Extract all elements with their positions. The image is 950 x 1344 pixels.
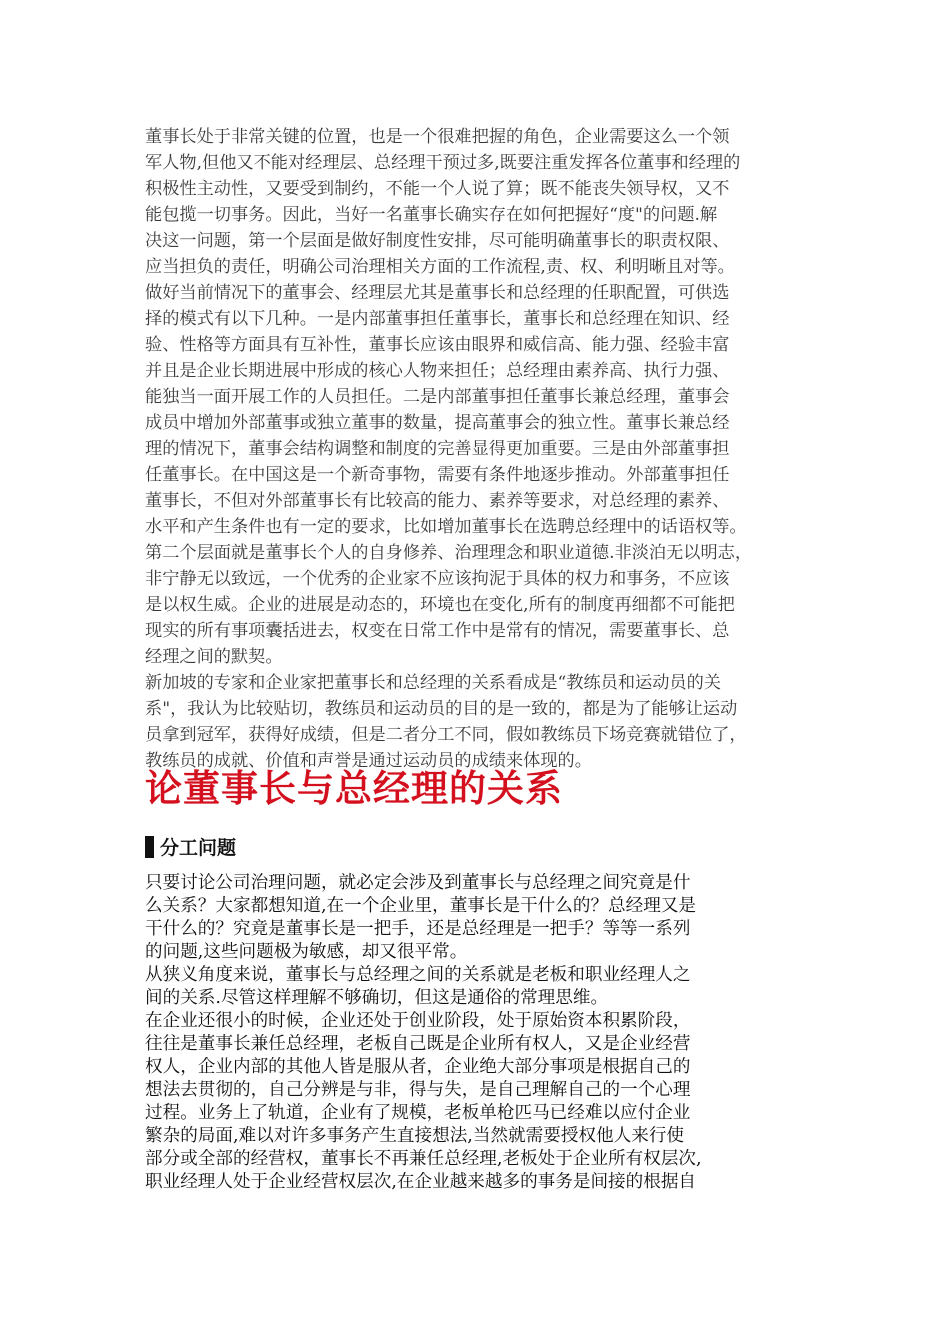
text-line: 想法去贯彻的，自己分辨是与非，得与失，是自己理解自己的一个心理 — [145, 1080, 691, 1100]
text-line: 任董事长。在中国这是一个新奇事物，需要有条件地逐步推动。外部董事担任 — [145, 465, 730, 485]
text-line: 从狭义角度来说，董事长与总经理之间的关系就是老板和职业经理人之 — [145, 965, 691, 985]
text-line: 系"，我认为比较贴切，教练员和运动员的目的是一致的，都是为了能够让运动 — [145, 699, 738, 719]
intro-paragraphs — [145, 124, 825, 774]
text-line: 经理之间的默契。 — [145, 647, 283, 667]
text-line: 能包揽一切事务。因此，当好一名董事长确实存在如何把握好“度"的问题.解 — [145, 205, 718, 225]
text-line: 只要讨论公司治理问题，就必定会涉及到董事长与总经理之间究竟是什 — [145, 873, 691, 893]
text-line: 第二个层面就是董事长个人的自身修养、治理理念和职业道德.非淡泊无以明志， — [145, 543, 753, 563]
text-line: 积极性主动性，又要受到制约，不能一个人说了算；既不能丧失领导权，又不 — [145, 179, 730, 199]
text-line: 员拿到冠军，获得好成绩，但是二者分工不同，假如教练员下场竞赛就错位了， — [145, 725, 747, 745]
text-line: 现实的所有事项囊括进去，权变在日常工作中是常有的情况，需要董事长、总 — [145, 621, 730, 641]
text-line: 应当担负的责任，明确公司治理相关方面的工作流程,责、权、利明晰且对等。 — [145, 257, 735, 277]
section-paragraphs — [145, 872, 825, 1194]
section-heading-text: 分工问题 — [160, 837, 237, 859]
text-line: 并且是企业长期进展中形成的核心人物来担任；总经理由素养高、执行力强、 — [145, 361, 730, 381]
text-line: 董事长，不但对外部董事长有比较高的能力、素养等要求，对总经理的素养、 — [145, 491, 730, 511]
text-line: 职业经理人处于企业经营权层次,在企业越来越多的事务是间接的根据自 — [145, 1172, 697, 1192]
text-line: 的问题,这些问题极为敏感，却又很平常。 — [145, 942, 468, 962]
text-line: 新加坡的专家和企业家把董事长和总经理的关系看成是“教练员和运动员的关 — [145, 673, 721, 693]
text-line: 成员中增加外部董事或独立董事的数量，提高董事会的独立性。董事长兼总经 — [145, 413, 730, 433]
text-line: 部分或全部的经营权，董事长不再兼任总经理,老板处于企业所有权层次, — [145, 1149, 702, 1169]
text-line: 择的模式有以下几种。一是内部董事担任董事长，董事长和总经理在知识、经 — [145, 309, 730, 329]
article-title: 论董事长与总经理的关系 — [145, 767, 563, 810]
text-line: 在企业还很小的时候，企业还处于创业阶段，处于原始资本积累阶段， — [145, 1011, 691, 1031]
text-line: 干什么的？究竟是董事长是一把手，还是总经理是一把手？等等一系列 — [145, 919, 691, 939]
text-line: 决这一问题，第一个层面是做好制度性安排，尽可能明确董事长的职责权限、 — [145, 231, 730, 251]
text-line: 繁杂的局面,难以对许多事务产生直接想法,当然就需要授权他人来行使 — [145, 1126, 685, 1146]
text-line: 教练员的成就、价值和声誉是通过运动员的成绩来体现的。 — [145, 751, 592, 771]
text-line: 理的情况下，董事会结构调整和制度的完善显得更加重要。三是由外部董事担 — [145, 439, 730, 459]
text-line: 权人，企业内部的其他人皆是服从者，企业绝大部分事项是根据自己的 — [145, 1057, 691, 1077]
text-line: 非宁静无以致远，一个优秀的企业家不应该拘泥于具体的权力和事务，不应该 — [145, 569, 730, 589]
text-line: 验、性格等方面具有互补性，董事长应该由眼界和威信高、能力强、经验丰富 — [145, 335, 730, 355]
text-line: 董事长处于非常关键的位置，也是一个很难把握的角色，企业需要这么一个领 — [145, 127, 730, 147]
section-heading — [145, 833, 236, 860]
text-line: 能独当一面开展工作的人员担任。二是内部董事担任董事长兼总经理，董事会 — [145, 387, 730, 407]
text-line: 过程。业务上了轨道，企业有了规模，老板单枪匹马已经难以应付企业 — [145, 1103, 691, 1123]
text-line: 水平和产生条件也有一定的要求，比如增加董事长在选聘总经理中的话语权等。 — [145, 517, 747, 537]
text-line: 间的关系.尽管这样理解不够确切，但这是通俗的常理思维。 — [145, 988, 609, 1008]
text-line: 么关系？大家都想知道,在一个企业里，董事长是干什么的？总经理又是 — [145, 896, 697, 916]
text-line: 军人物,但他又不能对经理层、总经理干预过多,既要注重发挥各位董事和经理的 — [145, 153, 741, 173]
text-line: 往往是董事长兼任总经理，老板自己既是企业所有权人，又是企业经营 — [145, 1034, 691, 1054]
text-line: 做好当前情况下的董事会、经理层尤其是董事长和总经理的任职配置，可供选 — [145, 283, 730, 303]
heading-bar-marker — [145, 836, 154, 858]
text-line: 是以权生威。企业的进展是动态的，环境也在变化,所有的制度再细都不可能把 — [145, 595, 735, 615]
